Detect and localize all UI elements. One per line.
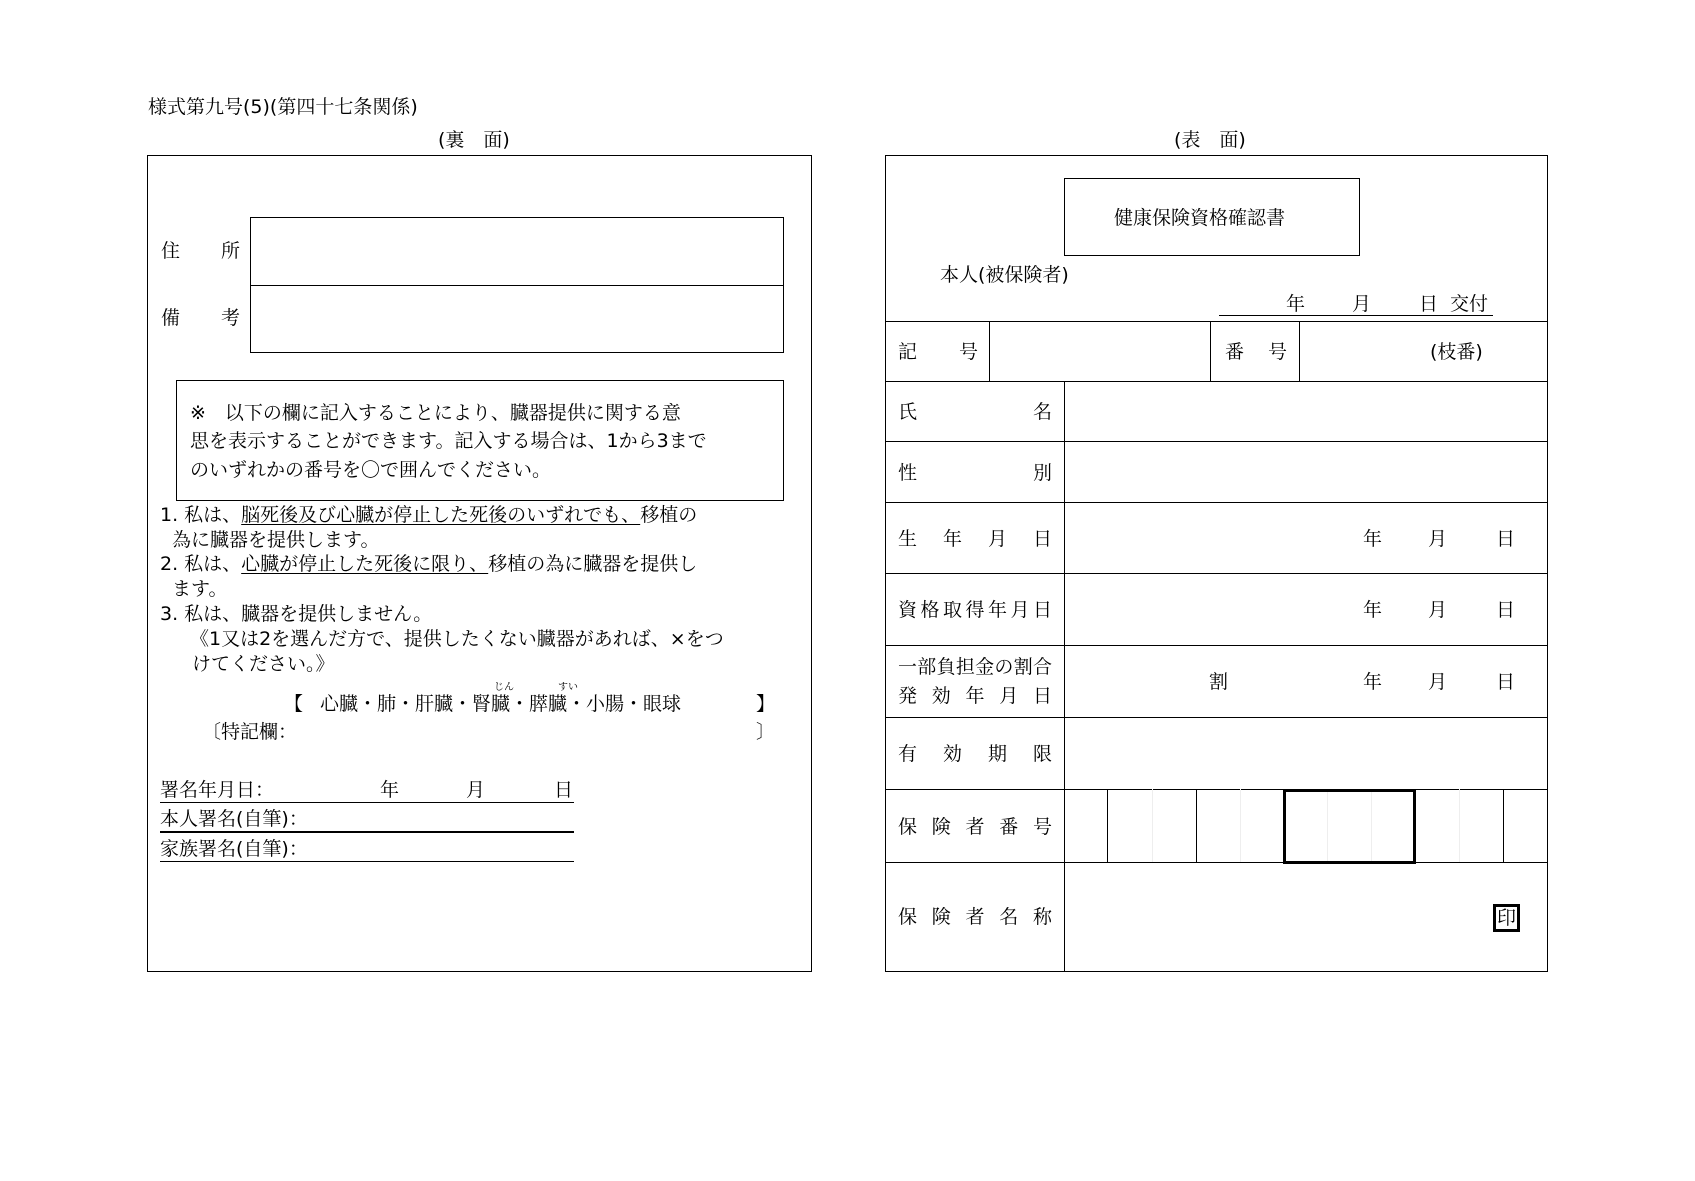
- birth-year: 年: [1363, 528, 1383, 550]
- option-1-underlined: 脳死後及び心臓が停止した死後のいずれでも、: [241, 504, 641, 526]
- remarks-label: 備考: [161, 307, 240, 329]
- sign-year: 年: [380, 779, 400, 801]
- copay-unit: 割: [1209, 671, 1229, 693]
- cross-note: けてください。》: [192, 653, 335, 675]
- issue-date-field[interactable]: [1219, 315, 1493, 316]
- notice-line: 思を表示することができます。記入する場合は、1から3まで: [190, 430, 707, 452]
- insurer-number-highlight-cells[interactable]: [1283, 789, 1416, 864]
- option-2-line2: ます。: [172, 578, 228, 600]
- sign-day: 日: [554, 779, 574, 801]
- organs-bracket-open: 【: [284, 693, 304, 715]
- back-side-label: (裏 面): [438, 129, 510, 151]
- branch-label: (枝番): [1430, 341, 1483, 363]
- address-label: 住所: [161, 240, 240, 262]
- expiry-field[interactable]: [1066, 719, 1546, 788]
- number-label: 番号: [1225, 341, 1287, 363]
- symbol-field[interactable]: [991, 323, 1209, 380]
- family-sign-field[interactable]: [160, 861, 574, 862]
- organs-bracket-close: 】: [756, 693, 776, 715]
- card-title: 健康保険資格確認書: [1114, 207, 1286, 229]
- insurer-number-label: 保険者番号: [898, 816, 1052, 838]
- name-field[interactable]: [1066, 383, 1546, 440]
- issue-suffix: 交付: [1450, 293, 1489, 315]
- option-2-underlined: 心臓が停止した死後に限り、: [241, 553, 489, 575]
- birth-month: 月: [1428, 528, 1448, 550]
- option-1-suffix: 移植の: [640, 504, 698, 526]
- issue-month: 月: [1352, 293, 1372, 315]
- notice-line: ※ 以下の欄に記入することにより、臓器提供に関する意: [190, 402, 681, 424]
- option-2-prefix: 2. 私は、: [160, 553, 242, 575]
- birth-day: 日: [1496, 528, 1516, 550]
- special-notes-close: 〕: [756, 721, 776, 743]
- issue-day: 日: [1419, 293, 1439, 315]
- form-number: 様式第九号(5)(第四十七条関係): [148, 96, 418, 118]
- insurer-name-label: 保険者名称: [898, 906, 1052, 928]
- special-notes-label: 〔特記欄：: [202, 721, 298, 743]
- issue-year: 年: [1286, 293, 1306, 315]
- copay-label: 一部負担金の割合: [898, 656, 1052, 678]
- copay-effective-label: 発効年月日: [898, 685, 1052, 707]
- birth-label: 生年月日: [898, 528, 1052, 550]
- qualify-month: 月: [1428, 599, 1448, 621]
- copay-month: 月: [1428, 671, 1448, 693]
- sign-month: 月: [466, 779, 486, 801]
- sex-label: 性別: [898, 462, 1052, 484]
- ruby-jin: じん: [494, 682, 514, 693]
- insured-label: 本人(被保険者): [940, 264, 1069, 286]
- organ-list[interactable]: 心臓・肺・肝臓・腎臓・膵臓・小腸・眼球: [320, 693, 682, 715]
- expiry-label: 有効期限: [898, 743, 1052, 765]
- family-sign-label: 家族署名(自筆)：: [160, 838, 308, 860]
- cross-note: 《1又は2を選んだ方で、提供したくない臓器があれば、×をつ: [190, 628, 724, 650]
- qualify-label: 資格取得年月日: [898, 599, 1052, 621]
- option-2-suffix: 移植の為に臓器を提供し: [488, 553, 698, 575]
- option-1[interactable]: [160, 504, 697, 526]
- copay-day: 日: [1496, 671, 1516, 693]
- self-sign-field[interactable]: [160, 831, 574, 833]
- address-field[interactable]: [250, 217, 784, 286]
- ruby-sui: すい: [558, 682, 578, 693]
- sign-date-label: 署名年月日：: [160, 779, 275, 801]
- option-3[interactable]: 3. 私は、臓器を提供しません。: [160, 603, 433, 625]
- qualify-year: 年: [1363, 599, 1383, 621]
- option-2[interactable]: [160, 553, 697, 575]
- sex-field[interactable]: [1066, 443, 1546, 501]
- qualify-day: 日: [1496, 599, 1516, 621]
- notice-line: のいずれかの番号を〇で囲んでください。: [190, 459, 552, 481]
- option-1-line2: 為に臓器を提供します。: [172, 529, 380, 551]
- symbol-label: 記号: [898, 341, 978, 363]
- self-sign-label: 本人署名(自筆)：: [160, 808, 308, 830]
- front-side-label: (表 面): [1174, 129, 1246, 151]
- sign-date-field[interactable]: [160, 802, 574, 803]
- option-1-prefix: 1. 私は、: [160, 504, 242, 526]
- number-field[interactable]: [1301, 323, 1546, 380]
- name-label: 氏名: [898, 401, 1052, 423]
- copay-year: 年: [1363, 671, 1383, 693]
- remarks-field[interactable]: [250, 285, 784, 353]
- seal-icon: 印: [1493, 904, 1520, 932]
- insurer-name-field[interactable]: [1066, 864, 1546, 970]
